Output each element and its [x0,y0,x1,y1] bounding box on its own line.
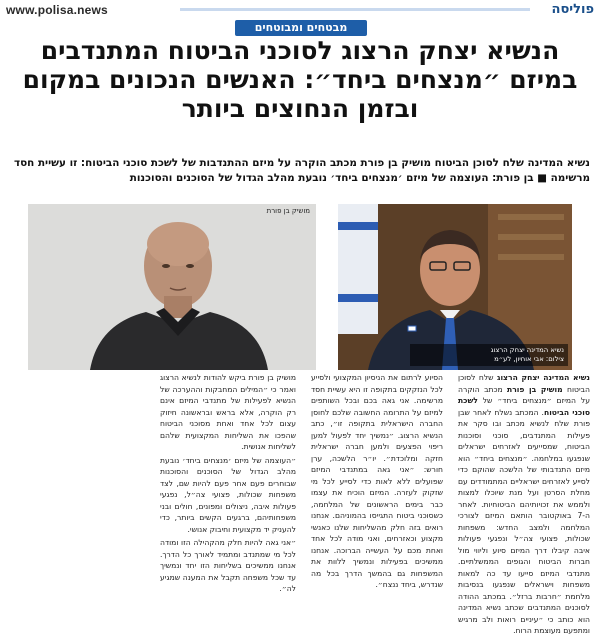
text-run: מכתב הוקרה על המיזם ״מנצחים ביחד״ של [458,384,590,405]
site-url[interactable]: www.polisa.news [6,3,108,17]
publication-logo[interactable]: פוליסה [551,2,594,17]
headline: הנשיא יצחק הרצוג לסוכני הביטוח המתנדבים במיזם ״מנצחים ביחד״: האנשים הנכונים במקום ובזמן הנחוצים ביותר [22,36,578,123]
paragraph [458,372,590,637]
article-column-2 [311,372,443,587]
section-tag: מבטחים ומבוטחים [235,20,367,36]
paragraph: הסיוע לרתום את הניסיון המקצועי ולסייע לכל הנזקקים בתקופה זו היא עשיית חסד מרשימה. אני גאה בכם ובכל השותפים למיזם על התרומה החשובה שלכם לחוסן החברה הישראלית בתקופה זו״, כתב הנשיא הרצוג. ״נמשיך יחד לפעול למען ריפוי הפצעים ולמען חברה ישראלית חזקה ומלוכדת״. יו״ר הלשכה, ערן חורש: ״אני גאה במתנדבי המיזם שפועלים ללא לאות כדי לסייע לכל מי שזקוק לעזרה. המיזם הוכיח את עצמו כבר בימים הראשונים של המלחמה, כשסוכני ביטוח התגייסו בהמוניהם. אנחנו רואים בזה חלק מהשליחות שלנו כאנשי מקצוע וכאזרחים, ואני מודה לכל אחד ואחת מכם על העשייה הברוכה. אנחנו ממשיכים בפעילות ונמשיך ללוות את המשפחות גם בהמשך הדרך בכל מה שנדרש, ביחד ננצח״. [311,373,443,589]
org-name: לשכת סוכני הביטוח [458,396,590,417]
photo-credit: מושיק בן פורת [266,207,310,215]
article-column-1 [458,372,590,635]
caption-line-2: צילום: אבי אוחיון, לע״מ [494,355,564,363]
paragraph: ״אני גאה להיות חלק מהקהילה הזו ומודה לכל מי שמתנדב ומתמיד לאורך כל הדרך. אנחנו ממשיכים בשליחות הזו יחד ונמשיך עד שכל משפחה תקבל את המענה שמגיע לה״. [160,538,296,593]
subheadline: נשיא המדינה שלח לסוכן הביטוח מושיק בן פורת מכתב הוקרה על מיזם ההתנדבות של לשכת סוכני הביטוח: זו עשיית חסד מרשימה ■ בן פורת: העוצמה של מיזם ׳מנצחים ביחד׳ נובעת מהלב הגדול של הסוכנים והסוכנות [14,157,590,184]
paragraph: ״העוצמה של מיזם ׳מנצחים ביחד׳ נובעת מהלב הגדול של הסוכנים והסוכנות שבוחרים פעם אחר פעם להיות שם, לצד משפחות שכולות, פצועי צה״ל, נפגעי פעולות איבה, ניצולים ומפונים, חולים ובני משפחותיהם, ברגעים הקשים ביותר, כדי להעניק יד מקצועית וחיבוק אנושי. [160,455,296,534]
portrait-man-bald-illustration [28,204,316,370]
top-bar [0,0,600,20]
agent-name: מושיק בן פורת [507,384,563,394]
text-run: . המכתב נשלח לאחר שבן פורת שלח לנשיא מכתב ובו סקר את פעילות המתנדבים, סוכני וסוכנות הביטוח, שמסייעים לאזרחים ישראלים שנפגעו במלחמה. ״מנצחים ביחד״ הוא מיזם התנדבותי של הלשכה שהוקם כדי לסייע לאזרחים ישראליים המתמודדים עם מחלת הסרטן ועל מנת שיוכלו למצות ולממש את זכויותיהם הביטוחיות. לאחר ה-7 באוקטובר הותאם המיזם לצורכי המלחמה ולמצב החדש: משפחות שכולות, פצועי צה״ל ונפגעי פעולות איבה קיבלו דרך המיזם סיוע וליווי מול חברות הביטוח והגופים הממשלתיים. מתנדבי המיזם סייעו עד כה למאות משפחות וישראלים שנפגעו בנסיבות מלחמת ״חרבות ברזל״. במכתב ההודה לסוכנים המתנדבים שכתב נשיא המדינה הוא כותב כי ״עיניים רואות ולב מרגיש ומתפעם מעוצמת הרוח. [458,407,590,635]
lead-name: נשיא המדינה יצחק הרצוג [497,373,590,382]
header-rule [180,8,530,11]
article-column-3 [160,372,296,593]
paragraph: מושיק בן פורת ביקש להודות לנשיא הרצוג ואמר כי ״המילים המחבקות וההערכה של הנשיא לפעילות של מתנדבי המיזם אינם רק הוקרה, אלא בראש ובראשונה חיזוק עצום לכל אחד ואחת מסוכני הביטוח שהפכו את השליחות המקצועית שלהם לשליחות אנושית. [160,373,296,451]
photo-president-herzog [338,204,572,370]
caption-line-1: נשיא המדינה יצחק הרצוג [490,346,564,354]
article-body [10,372,590,635]
text-run: שלח לסוכן הביטוח [458,373,590,394]
photo-moshik-ben-porat [28,204,316,370]
photo-caption [410,344,568,366]
